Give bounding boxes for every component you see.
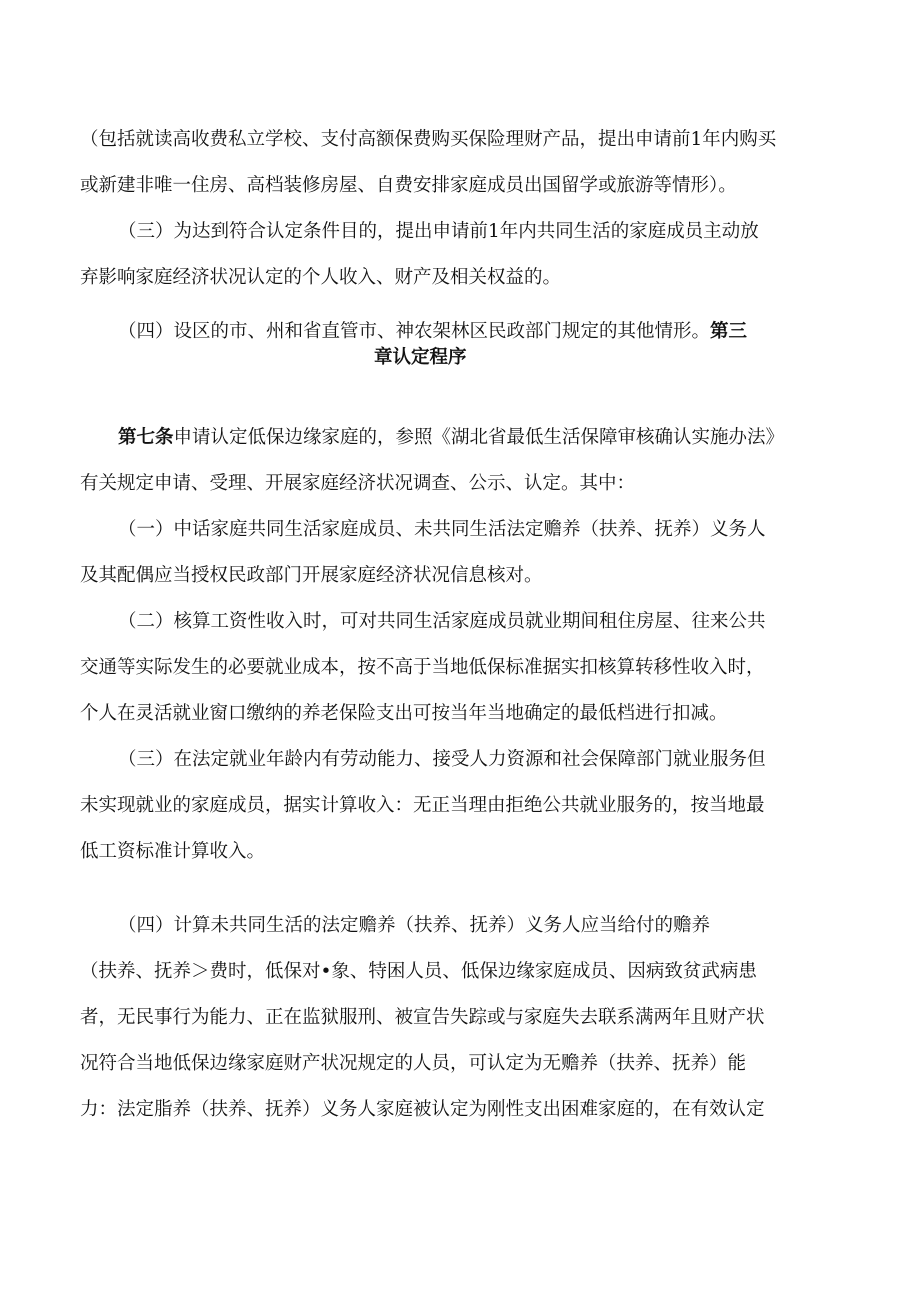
paragraph-line: （三）在法定就业年龄内有劳动能力、接受人力资源和社会保障部门就业服务但	[118, 749, 766, 770]
paragraph-line: （四）计算未共同生活的法定赡养（扶养、抚养）义务人应当给付的赡养	[118, 915, 711, 936]
paragraph-line: 未实现就业的家庭成员，据实计算收入：无正当理由拒绝公共就业服务的，按当地最	[80, 795, 765, 816]
paragraph-line	[118, 426, 784, 450]
paragraph-line: （二）核算工资性收入时，可对共同生活家庭成员就业期间租住房屋、往来公共	[118, 611, 766, 632]
paragraph-line: 况符合当地低保边缘家庭财产状况规定的人员，可认定为无赡养（扶养、抚养）能	[80, 1053, 747, 1074]
paragraph-line: 有关规定申请、受理、开展家庭经济状况调查、公示、认定。其中：	[80, 473, 636, 494]
paragraph-line	[118, 320, 747, 344]
paragraph-line: （三）为达到符合认定条件目的，提出申请前1年内共同生活的家庭成员主动放	[118, 221, 759, 242]
paragraph-line: 或新建非唯一住房、高档装修房屋、自费安排家庭成员出国留学或旅游等情形）。	[80, 175, 737, 196]
paragraph-line: （一）中话家庭共同生活家庭成员、未共同生活法定赡养（扶养、抚养）义务人	[118, 519, 766, 540]
paragraph-text: 申请认定低保边缘家庭的，参照《湖北省最低生活保障审核确认实施办法》	[173, 427, 785, 448]
paragraph-line: （包括就读高收费私立学校、支付高额保费购买保险理财产品，提出申请前1年内购买	[80, 129, 777, 150]
paragraph-line: 力：法定脂养（扶养、抚养）义务人家庭被认定为刚性支出困难家庭的，在有效认定	[80, 1099, 765, 1120]
chapter-heading-part: 第三	[710, 321, 748, 342]
article-label: 第七条	[118, 427, 174, 448]
paragraph-line: 者，无民事行为能力、正在监狱服刑、被宣告失踪或与家庭失去联系满两年且财产状	[80, 1007, 765, 1028]
paragraph-line: （扶养、抚养＞费时，低保对•象、特困人员、低保边缘家庭成员、因病致贫武病患	[80, 961, 757, 982]
paragraph-line: 弃影响家庭经济状况认定的个人收入、财产及相关权益的。	[80, 267, 562, 288]
paragraph-line: 交通等实际发生的必要就业成本，按不高于当地低保标准据实扣核算转移性收入时，	[80, 657, 765, 678]
paragraph-text: （四）设区的市、州和省直管市、神农架林区民政部门规定的其他情形。	[118, 321, 711, 342]
paragraph-line: 及其配偶应当授权民政部门开展家庭经济状况信息核对。	[80, 565, 543, 586]
paragraph-line: 低工资标准计算收入。	[80, 841, 266, 862]
chapter-heading: 章认定程序	[374, 347, 467, 368]
paragraph-line: 个人在灵活就业窗口缴纳的养老保险支出可按当年当地确定的最低档进行扣减。	[80, 703, 728, 724]
